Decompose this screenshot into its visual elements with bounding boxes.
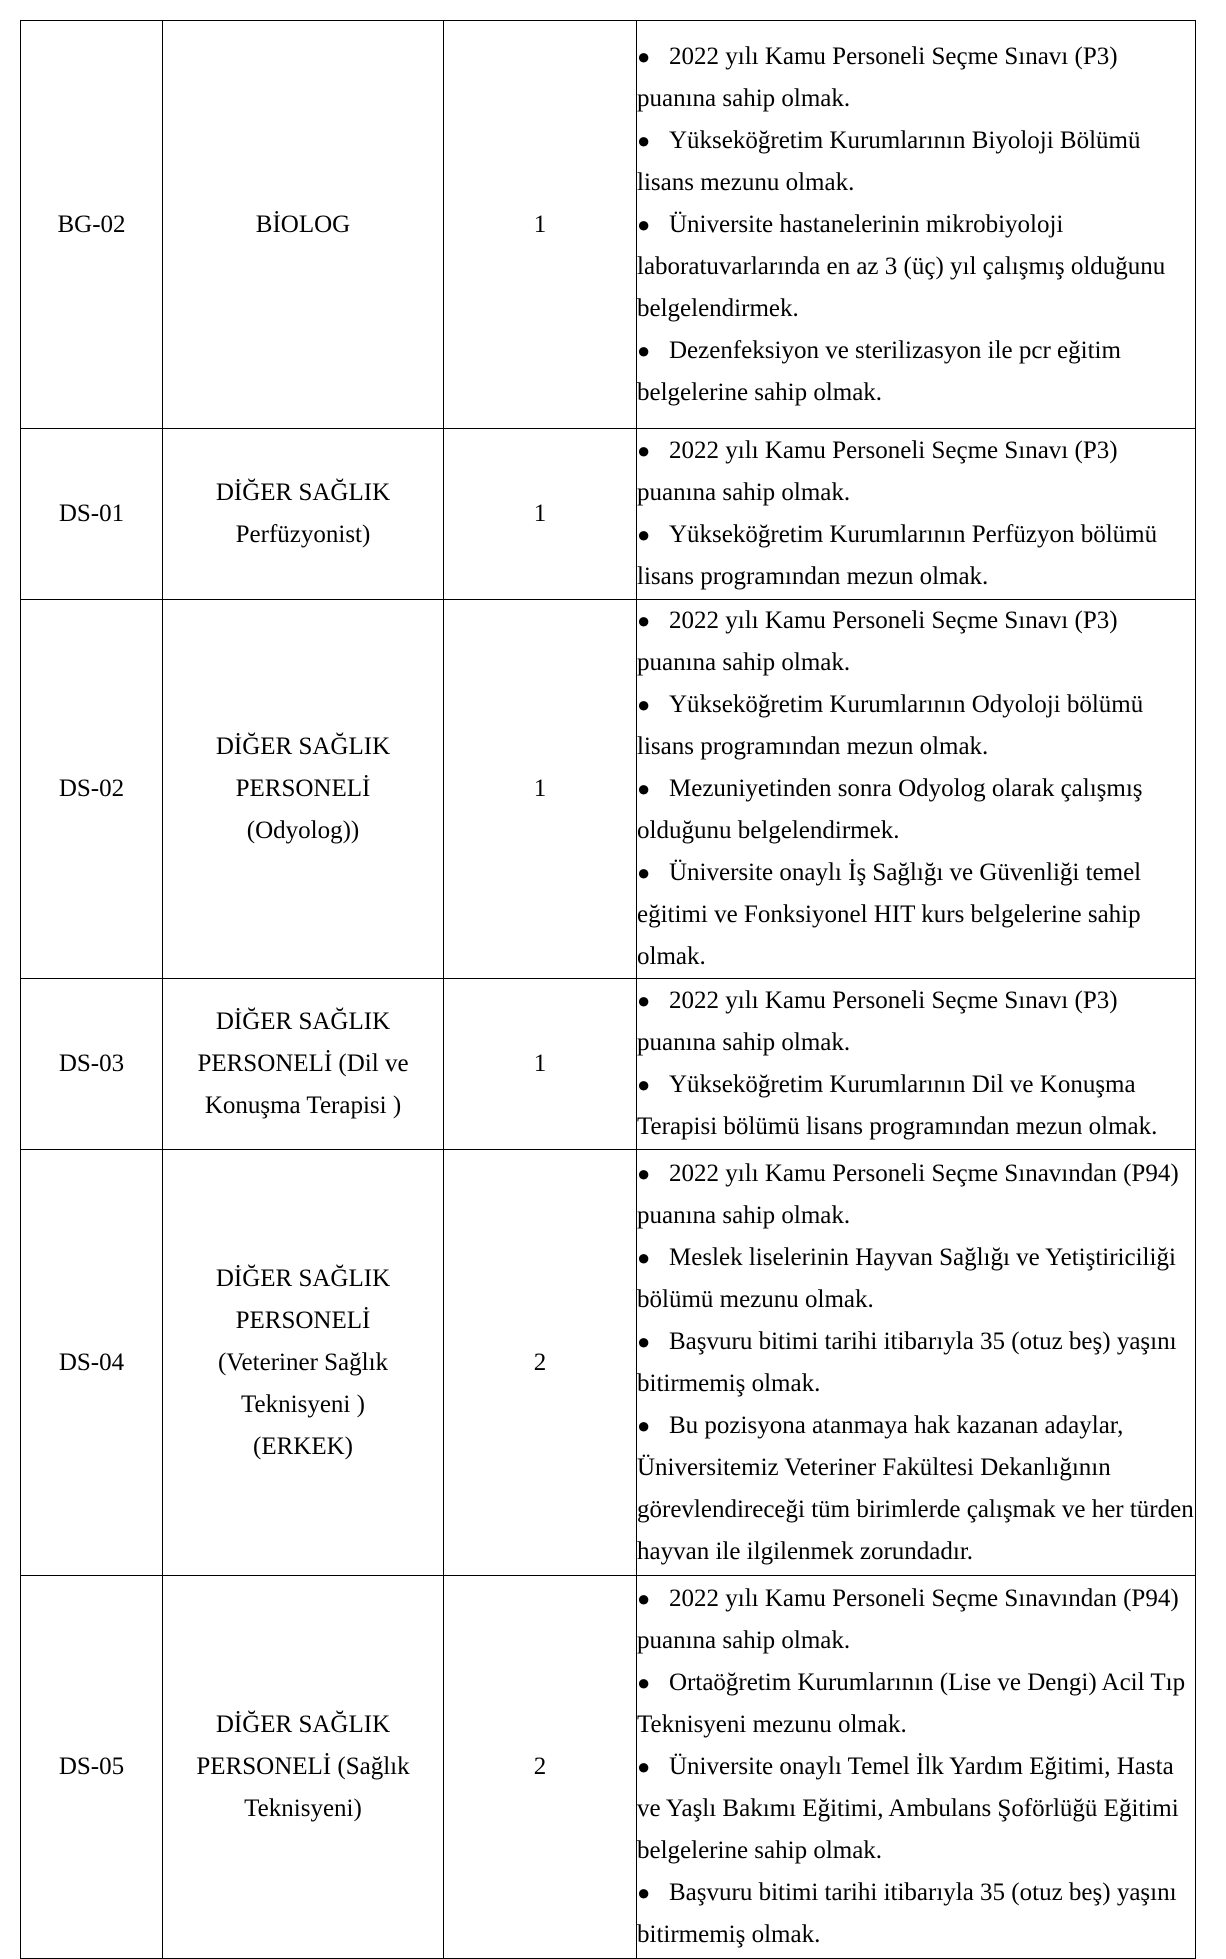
bullet-icon: ● (637, 1244, 651, 1270)
requirement-item (637, 204, 1195, 330)
position-code: DS-02 (21, 600, 163, 979)
bullet-icon: ● (637, 1160, 651, 1186)
requirement-list (637, 1578, 1195, 1956)
table-row (21, 600, 1196, 979)
position-title-line: Teknisyeni ) (241, 1390, 365, 1418)
requirement-text: 2022 yılı Kamu Personeli Seçme Sınavından (P94) puanına sahip olmak. (637, 1159, 1179, 1229)
position-title (163, 1576, 444, 1959)
requirement-text: Başvuru bitimi tarihi itibarıyla 35 (otuz beş) yaşını bitirmemiş olmak. (637, 1327, 1177, 1397)
position-title-line: BİOLOG (255, 210, 351, 238)
requirement-item (637, 1064, 1195, 1148)
requirement-text: Üniversite hastanelerinin mikrobiyoloji laboratuvarlarında en az 3 (üç) yıl çalışmış olduğunu belgelendirmek. (637, 210, 1166, 322)
position-title-line: DİĞER SAĞLIK (215, 733, 391, 760)
requirement-item (637, 1321, 1195, 1405)
position-requirements (637, 429, 1196, 600)
bullet-icon: ● (637, 608, 651, 633)
requirement-item (637, 330, 1195, 414)
bullet-icon: ● (637, 860, 651, 885)
requirement-text: Meslek liselerinin Hayvan Sağlığı ve Yetiştiriciliği bölümü mezunu olmak. (637, 1243, 1176, 1313)
bullet-icon: ● (637, 127, 651, 153)
table-row (21, 429, 1196, 600)
requirement-text: Üniversite onaylı Temel İlk Yardım Eğitimi, Hasta ve Yaşlı Bakımı Eğitimi, Ambulans Şoförlüğü Eğitimi belgelerine sahip olmak. (637, 1753, 1179, 1864)
position-title (163, 979, 444, 1150)
bullet-icon: ● (637, 1328, 651, 1354)
requirement-item (637, 768, 1195, 852)
requirement-item (637, 36, 1195, 120)
position-code: DS-04 (21, 1150, 163, 1576)
bullet-icon: ● (637, 522, 651, 547)
requirement-text: 2022 yılı Kamu Personeli Seçme Sınavı (P3) puanına sahip olmak. (637, 42, 1118, 112)
positions-table (20, 20, 1196, 1959)
bullet-icon: ● (637, 43, 651, 69)
requirement-list (637, 600, 1195, 978)
bullet-icon: ● (637, 211, 651, 237)
position-code: DS-03 (21, 979, 163, 1150)
requirement-item (637, 600, 1195, 684)
requirement-list (637, 1153, 1195, 1573)
requirement-text: Bu pozisyona atanmaya hak kazanan adaylar, Üniversitemiz Veteriner Fakültesi Dekanlığının görevlendireceği tüm birimlerde çalışmak ve her türden hayvan ile ilgilenmek zorundadır. (637, 1411, 1194, 1565)
position-title-line: (Veteriner Sağlık (217, 1348, 389, 1376)
bullet-icon: ● (637, 988, 651, 1013)
requirement-text: Yükseköğretim Kurumlarının Perfüzyon bölümü lisans programından mezun olmak. (637, 521, 1158, 590)
position-requirements (637, 979, 1196, 1150)
position-count: 1 (444, 21, 637, 429)
requirement-text: Yükseköğretim Kurumlarının Biyoloji Bölümü lisans mezunu olmak. (637, 126, 1141, 196)
requirement-item (637, 1662, 1195, 1746)
requirement-item (637, 1153, 1195, 1237)
bullet-icon: ● (637, 1754, 651, 1779)
position-code: BG-02 (21, 21, 163, 429)
bullet-icon: ● (637, 1412, 651, 1438)
requirement-item (637, 684, 1195, 768)
requirement-text: Mezuniyetinden sonra Odyolog olarak çalışmış olduğunu belgelendirmek. (637, 775, 1143, 844)
requirement-item (637, 852, 1195, 978)
requirement-item (637, 514, 1195, 598)
position-requirements (637, 600, 1196, 979)
requirement-item (637, 980, 1195, 1064)
position-code: DS-01 (21, 429, 163, 600)
requirement-text: Üniversite onaylı İş Sağlığı ve Güvenliği temel eğitimi ve Fonksiyonel HIT kurs belgelerine sahip olmak. (637, 859, 1142, 970)
position-title-line: PERSONELİ (235, 775, 371, 802)
position-title-line: Konuşma Terapisi ) (204, 1092, 402, 1119)
position-title (163, 600, 444, 979)
table-row (21, 979, 1196, 1150)
position-count: 1 (444, 979, 637, 1150)
requirement-text: Yükseköğretim Kurumlarının Dil ve Konuşma Terapisi bölümü lisans programından mezun olmak. (637, 1071, 1158, 1140)
bullet-icon: ● (637, 1072, 651, 1097)
bullet-icon: ● (637, 1586, 651, 1611)
requirement-item (637, 1405, 1195, 1573)
position-count: 2 (444, 1150, 637, 1576)
positions-table-body (21, 21, 1196, 1959)
requirement-item (637, 430, 1195, 514)
position-title-line: PERSONELİ (Dil ve (197, 1050, 409, 1077)
position-count: 1 (444, 429, 637, 600)
requirement-list (637, 430, 1195, 598)
table-row (21, 21, 1196, 429)
requirement-text: 2022 yılı Kamu Personeli Seçme Sınavı (P3) puanına sahip olmak. (637, 437, 1118, 506)
position-count: 1 (444, 600, 637, 979)
requirement-list (637, 36, 1195, 414)
requirement-list (637, 980, 1195, 1148)
position-title (163, 1150, 444, 1576)
position-title (163, 21, 444, 429)
requirement-text: 2022 yılı Kamu Personeli Seçme Sınavı (P3) puanına sahip olmak. (637, 607, 1118, 676)
requirement-text: Dezenfeksiyon ve sterilizasyon ile pcr eğitim belgelerine sahip olmak. (637, 336, 1121, 406)
position-title-line: (Odyolog)) (246, 817, 360, 844)
position-title-line: PERSONELİ (Sağlık (196, 1753, 410, 1780)
bullet-icon: ● (637, 438, 651, 463)
position-requirements (637, 1576, 1196, 1959)
position-title-line: DİĞER SAĞLIK (215, 1008, 391, 1035)
bullet-icon: ● (637, 1670, 651, 1695)
position-title-line: PERSONELİ (235, 1306, 371, 1334)
position-requirements (637, 21, 1196, 429)
bullet-icon: ● (637, 1880, 651, 1905)
table-row (21, 1576, 1196, 1959)
position-code: DS-05 (21, 1576, 163, 1959)
position-count: 2 (444, 1576, 637, 1959)
requirement-text: 2022 yılı Kamu Personeli Seçme Sınavı (P3) puanına sahip olmak. (637, 987, 1118, 1056)
position-title-line: (ERKEK) (253, 1432, 353, 1460)
position-title-line: Perfüzyonist) (235, 521, 371, 548)
bullet-icon: ● (637, 337, 651, 363)
requirement-text: Başvuru bitimi tarihi itibarıyla 35 (otuz beş) yaşını bitirmemiş olmak. (637, 1879, 1177, 1948)
requirement-text: Yükseköğretim Kurumlarının Odyoloji bölümü lisans programından mezun olmak. (637, 691, 1144, 760)
requirement-item (637, 1872, 1195, 1956)
position-requirements (637, 1150, 1196, 1576)
requirement-text: Ortaöğretim Kurumlarının (Lise ve Dengi) Acil Tıp Teknisyeni mezunu olmak. (637, 1669, 1186, 1738)
requirement-item (637, 1237, 1195, 1321)
requirement-item (637, 1746, 1195, 1872)
position-title (163, 429, 444, 600)
requirement-item (637, 1578, 1195, 1662)
position-title-line: Teknisyeni) (244, 1795, 362, 1822)
position-title-line: DİĞER SAĞLIK (215, 479, 391, 506)
bullet-icon: ● (637, 776, 651, 801)
bullet-icon: ● (637, 692, 651, 717)
position-title-line: DİĞER SAĞLIK (215, 1264, 391, 1292)
table-row (21, 1150, 1196, 1576)
requirement-text: 2022 yılı Kamu Personeli Seçme Sınavından (P94) puanına sahip olmak. (637, 1585, 1179, 1654)
requirement-item (637, 120, 1195, 204)
position-title-line: DİĞER SAĞLIK (215, 1711, 391, 1738)
